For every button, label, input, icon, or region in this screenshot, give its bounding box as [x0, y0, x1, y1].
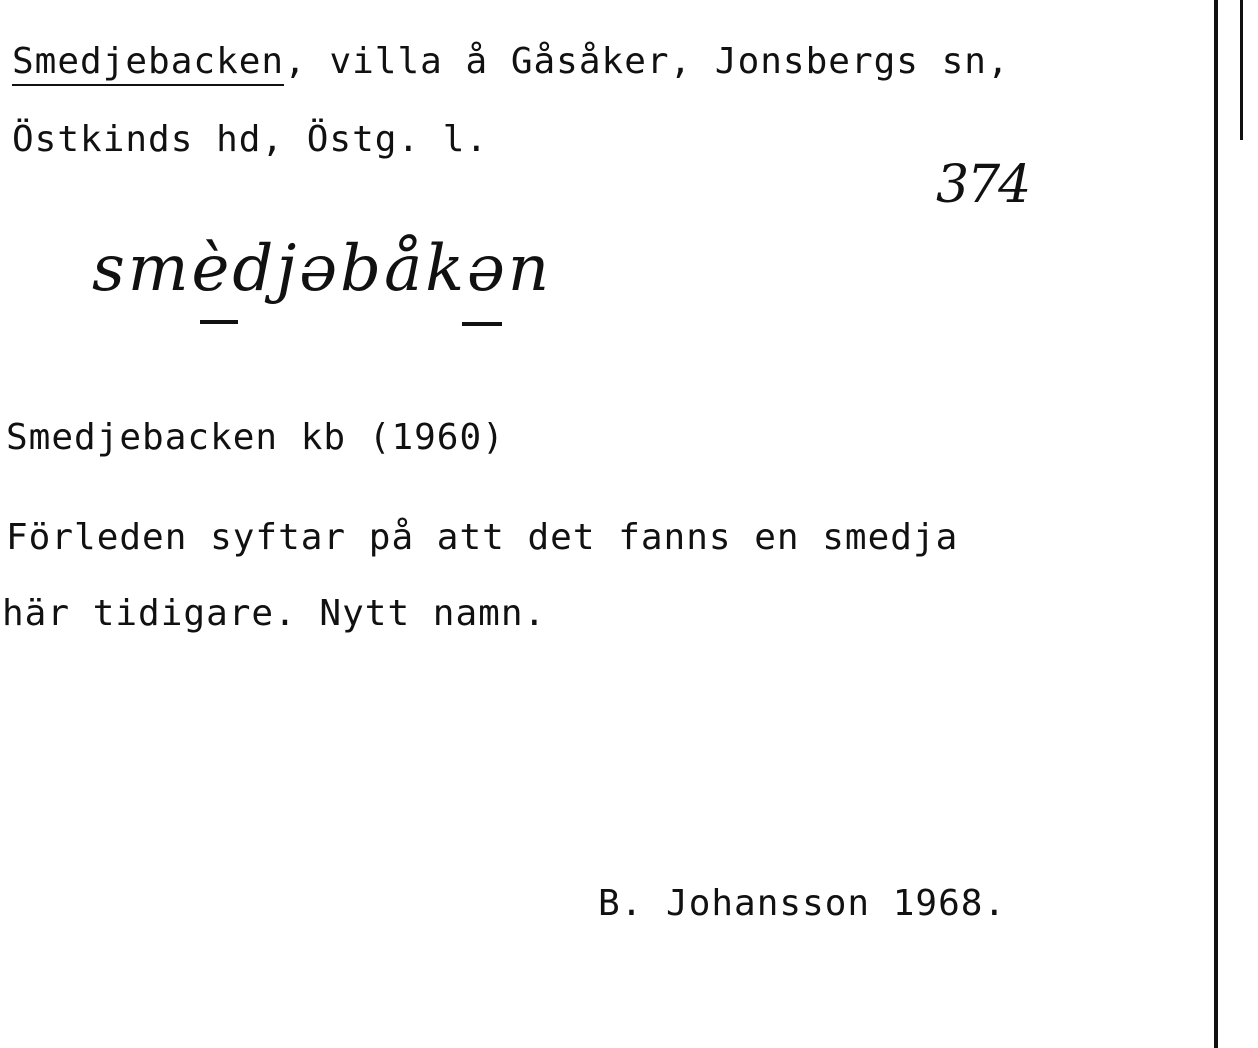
explanation-line: här tidigare. Nytt namn. [2, 593, 547, 634]
phonetic-length-mark [200, 320, 238, 324]
phonetic-length-mark [462, 322, 502, 326]
name-source-line: Smedjebacken kb (1960) [6, 417, 505, 458]
title-details: , villa å Gåsåker, Jonsbergs sn, [284, 41, 1010, 82]
headword: Smedjebacken [12, 41, 284, 86]
card-right-edge [1214, 0, 1218, 1048]
signature-line: B. Johansson 1968. [598, 883, 1007, 924]
location-line: Östkinds hd, Östg. l. [12, 119, 489, 160]
card-number: 374 [936, 155, 1030, 215]
phonetic-transcription: smèdjəbåkən [92, 232, 553, 306]
explanation-line: Förleden syftar på att det fanns en smedja [6, 517, 959, 558]
card-edge-mark [1240, 0, 1243, 140]
card-title-line [12, 40, 1010, 84]
